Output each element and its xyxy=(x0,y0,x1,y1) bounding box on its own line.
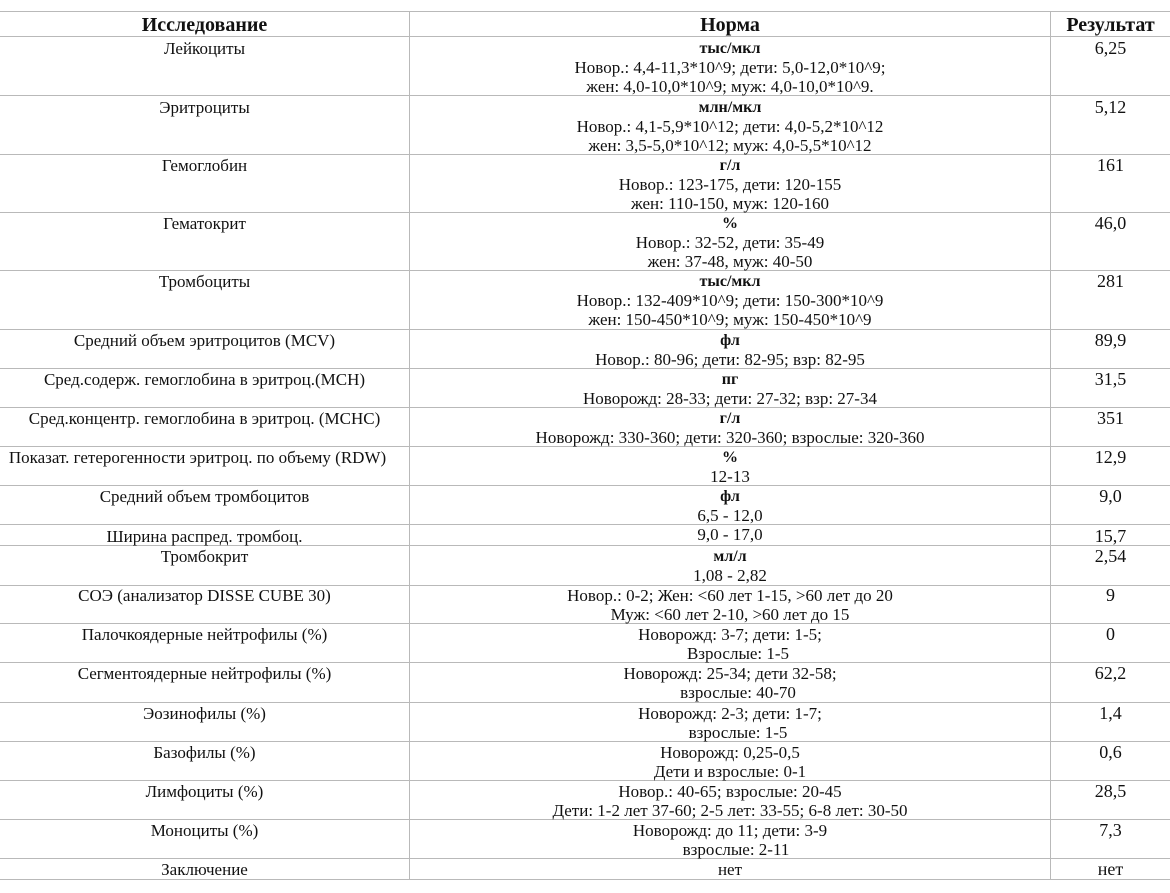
result-value: 9 xyxy=(1106,585,1115,605)
header-norm: Норма xyxy=(700,14,760,36)
unit: мл/л xyxy=(713,548,747,565)
test-name: Гемоглобин xyxy=(161,156,248,175)
unit: г/л xyxy=(719,157,741,174)
norm-line: Новорожд: 3-7; дети: 1-5; xyxy=(638,625,822,644)
unit: г/л xyxy=(719,410,741,427)
test-name: Моноциты (%) xyxy=(150,821,259,840)
test-name: СОЭ (анализатор DISSE CUBE 30) xyxy=(78,586,331,605)
norm-line: Новорожд: 330-360; дети: 320-360; взрослые: 320-360 xyxy=(535,428,925,447)
result-value: 89,9 xyxy=(1094,330,1127,350)
norm-line: Новор.: 0-2; Жен: <60 лет 1-15, >60 лет до 20 xyxy=(567,586,893,605)
row-divider xyxy=(0,329,1170,330)
norm-line: 12-13 xyxy=(710,467,750,486)
result-value: 15,7 xyxy=(1094,526,1127,546)
result-value: 161 xyxy=(1097,155,1124,175)
test-name: Показат. гетерогенности эритроц. по объему (RDW) xyxy=(8,448,387,467)
test-name: Сред.концентр. гемоглобина в эритроц. (MCHC) xyxy=(28,409,381,428)
test-name: Ширина распред. тромбоц. xyxy=(106,527,303,546)
norm-cell xyxy=(410,39,1050,96)
result-value: 9,0 xyxy=(1099,486,1122,506)
norm-line: Новор.: 4,1-5,9*10^12; дети: 4,0-5,2*10^12 xyxy=(576,117,884,136)
header-test: Исследование xyxy=(141,14,268,36)
result-value: 6,25 xyxy=(1094,38,1127,58)
norm-cell xyxy=(410,821,1050,859)
result-value: 46,0 xyxy=(1094,213,1127,233)
result-value: 1,4 xyxy=(1099,703,1122,723)
test-name: Тромбокрит xyxy=(160,547,249,566)
unit: тыс/мкл xyxy=(699,40,761,57)
test-name: Сегментоядерные нейтрофилы (%) xyxy=(77,664,332,683)
norm-line: жен: 150-450*10^9; муж: 150-450*10^9 xyxy=(588,310,872,329)
norm-cell xyxy=(410,547,1050,585)
result-value: нет xyxy=(1097,859,1124,879)
result-value: 28,5 xyxy=(1094,781,1127,801)
unit: пг xyxy=(721,371,739,388)
norm-line: жен: 110-150, муж: 120-160 xyxy=(630,194,830,213)
norm-cell xyxy=(410,272,1050,329)
test-name: Лимфоциты (%) xyxy=(145,782,264,801)
test-name: Эритроциты xyxy=(159,98,250,117)
norm-line: жен: 3,5-5,0*10^12; муж: 4,0-5,5*10^12 xyxy=(588,136,872,155)
test-name: Тромбоциты xyxy=(158,272,251,291)
norm-cell xyxy=(410,743,1050,781)
norm-line: жен: 37-48, муж: 40-50 xyxy=(647,252,813,271)
norm-line: Новорожд: 2-3; дети: 1-7; xyxy=(638,704,822,723)
norm-line: взрослые: 1-5 xyxy=(688,723,788,742)
norm-cell xyxy=(410,156,1050,213)
norm-cell xyxy=(410,409,1050,447)
norm-line: Дети: 1-2 лет 37-60; 2-5 лет: 33-55; 6-8 лет: 30-50 xyxy=(552,801,908,820)
norm-cell xyxy=(410,625,1050,663)
result-value: 351 xyxy=(1097,408,1124,428)
norm-line: жен: 4,0-10,0*10^9; муж: 4,0-10,0*10^9. xyxy=(586,77,874,96)
norm-cell xyxy=(410,525,1050,544)
norm-cell xyxy=(410,704,1050,742)
result-value: 31,5 xyxy=(1094,369,1127,389)
result-value: 281 xyxy=(1097,271,1124,291)
table-border-top xyxy=(0,11,1170,12)
header-result: Результат xyxy=(1066,14,1155,36)
norm-line: Дети и взрослые: 0-1 xyxy=(653,762,807,781)
result-value: 12,9 xyxy=(1094,447,1127,467)
test-name: Заключение xyxy=(161,860,248,879)
norm-line: Муж: <60 лет 2-10, >60 лет до 15 xyxy=(610,605,850,624)
norm-cell xyxy=(410,331,1050,369)
test-name: Базофилы (%) xyxy=(153,743,256,762)
test-name: Средний объем тромбоцитов xyxy=(99,487,310,506)
norm-line: Новор.: 80-96; дети: 82-95; взр: 82-95 xyxy=(595,350,865,369)
unit: % xyxy=(722,449,738,466)
norm-cell xyxy=(410,586,1050,624)
norm-cell xyxy=(410,860,1050,879)
result-value: 5,12 xyxy=(1094,97,1127,117)
norm-cell xyxy=(410,214,1050,271)
norm-cell xyxy=(410,664,1050,702)
test-name: Лейкоциты xyxy=(164,39,245,58)
norm-line: взрослые: 40-70 xyxy=(680,683,796,702)
test-name: Гематокрит xyxy=(163,214,246,233)
norm-line: 9,0 - 17,0 xyxy=(697,525,763,544)
unit: тыс/мкл xyxy=(699,273,761,290)
norm-line: Новор.: 4,4-11,3*10^9; дети: 5,0-12,0*10^9; xyxy=(574,58,886,77)
norm-line: нет xyxy=(717,860,743,879)
unit: фл xyxy=(720,332,740,349)
norm-cell xyxy=(410,98,1050,155)
norm-cell xyxy=(410,782,1050,820)
row-divider xyxy=(0,702,1170,703)
result-value: 0,6 xyxy=(1099,742,1122,762)
test-name: Эозинофилы (%) xyxy=(143,704,266,723)
norm-cell xyxy=(410,487,1050,525)
norm-cell xyxy=(410,370,1050,408)
norm-line: Новорожд: 25-34; дети 32-58; xyxy=(623,664,837,683)
norm-line: Новорожд: 28-33; дети: 27-32; взр: 27-34 xyxy=(583,389,877,408)
unit: фл xyxy=(720,488,740,505)
unit: млн/мкл xyxy=(698,99,762,116)
norm-line: Новорожд: до 11; дети: 3-9 xyxy=(632,821,828,840)
norm-line: Новор.: 123-175, дети: 120-155 xyxy=(618,175,842,194)
result-value: 0 xyxy=(1106,624,1115,644)
table-border-bottom xyxy=(0,879,1170,880)
norm-line: Новор.: 32-52, дети: 35-49 xyxy=(635,233,825,252)
unit: % xyxy=(722,215,738,232)
result-value: 7,3 xyxy=(1099,820,1122,840)
norm-line: взрослые: 2-11 xyxy=(682,840,790,859)
result-value: 62,2 xyxy=(1094,663,1127,683)
test-name: Палочкоядерные нейтрофилы (%) xyxy=(81,625,328,644)
norm-line: Взрослые: 1-5 xyxy=(686,644,790,663)
test-name: Средний объем эритроцитов (MCV) xyxy=(73,331,336,350)
norm-line: Новорожд: 0,25-0,5 xyxy=(660,743,800,762)
norm-line: Новор.: 132-409*10^9; дети: 150-300*10^9 xyxy=(576,291,884,310)
norm-line: Новор.: 40-65; взрослые: 20-45 xyxy=(618,782,842,801)
norm-line: 1,08 - 2,82 xyxy=(693,566,767,585)
test-name: Сред.содерж. гемоглобина в эритроц.(MCH) xyxy=(43,370,366,389)
norm-cell xyxy=(410,448,1050,486)
result-value: 2,54 xyxy=(1094,546,1127,566)
norm-line: 6,5 - 12,0 xyxy=(697,506,763,525)
